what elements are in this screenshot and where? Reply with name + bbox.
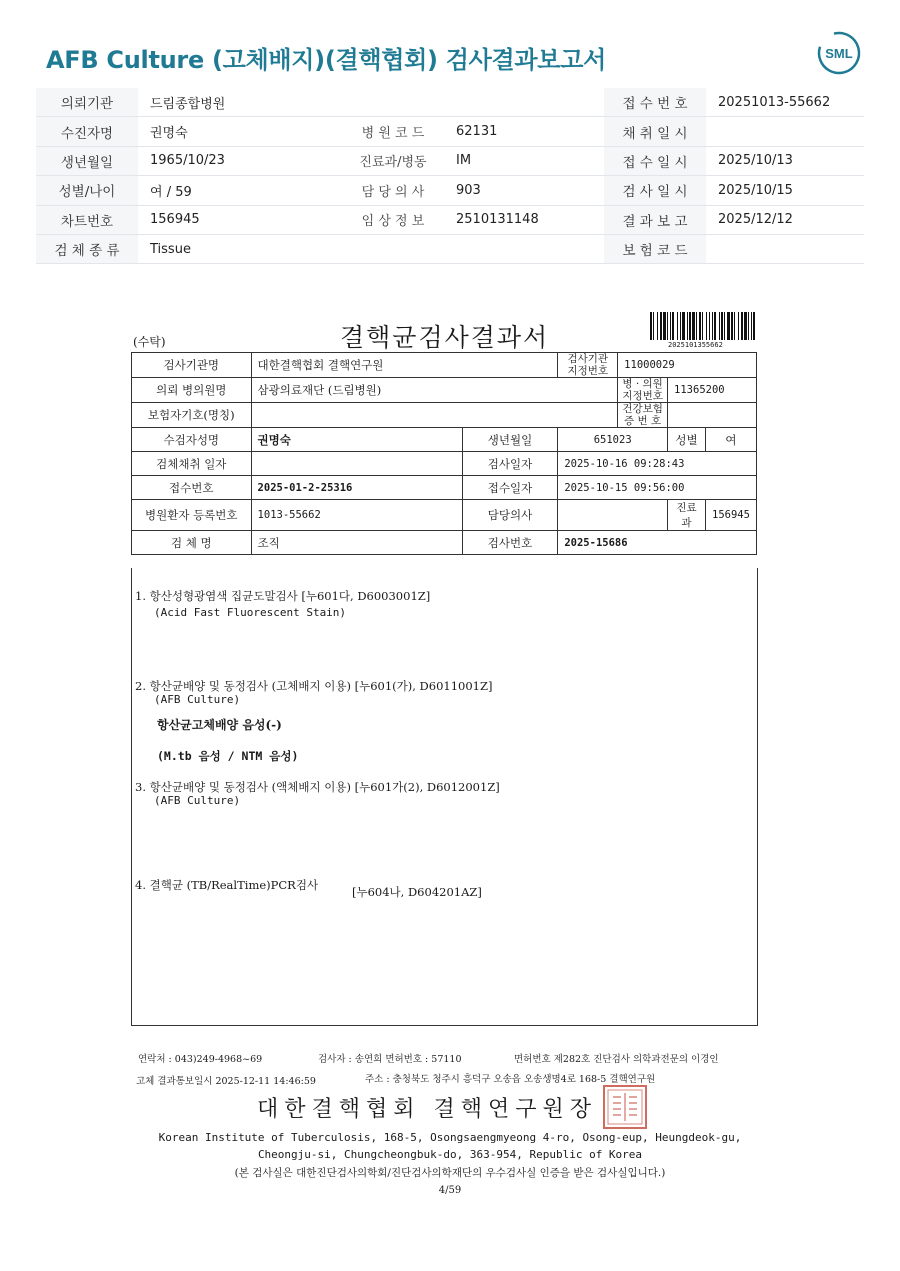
field-value: 1013-55662 — [251, 500, 462, 531]
info-label: 접 수 일 시 — [604, 146, 706, 175]
table-row — [132, 531, 757, 555]
info-label: 임 상 정 보 — [342, 205, 444, 234]
report-title: AFB Culture (고체배지)(결핵협회) 검사결과보고서 — [46, 46, 606, 74]
field-label: 보험자기호(명칭) — [132, 403, 252, 428]
test-item-1-sub: (Acid Fast Fluorescent Stain) — [154, 606, 347, 619]
info-label: 의뢰기관 — [36, 88, 138, 117]
barcode-number: 2025101355662 — [668, 341, 723, 349]
info-value: IM — [444, 146, 604, 175]
info-label: 담 당 의 사 — [342, 176, 444, 205]
field-value — [251, 403, 618, 428]
field-label: 진료과 — [668, 500, 706, 531]
test-result-1: 항산균고체배양 음성(-) — [157, 718, 282, 732]
field-label: 검사일자 — [462, 452, 558, 476]
field-value: 11365200 — [668, 378, 757, 403]
test-item-3: 3. 항산균배양 및 동정검사 (액체배지 이용) [누601가(2), D6012001Z] — [135, 780, 500, 794]
test-result-2: (M.tb 음성 / NTM 음성) — [157, 749, 299, 763]
report-header-table — [131, 352, 757, 555]
info-value: 2025/12/12 — [706, 205, 864, 234]
info-label: 성별/나이 — [36, 176, 138, 205]
info-label: 생년월일 — [36, 146, 138, 175]
official-seal-icon — [601, 1083, 649, 1131]
certification-note: (본 검사실은 대한진단검사의학회/진단검사의학재단의 우수검사실 인증을 받은 검사실입니다.) — [234, 1167, 666, 1179]
info-label: 차트번호 — [36, 205, 138, 234]
report-datetime: 고체 결과통보일시 2025-12-11 14:46:59 — [136, 1076, 316, 1087]
table-row — [132, 500, 757, 531]
svg-text:SML: SML — [825, 46, 853, 61]
info-value: 2510131148 — [444, 205, 604, 234]
test-results-box — [131, 568, 758, 1026]
result-report-title: 결핵균검사결과서 — [340, 323, 550, 352]
field-label: 접수일자 — [462, 476, 558, 500]
table-row — [132, 452, 757, 476]
test-item-4-code: [누604나, D604201AZ] — [352, 885, 482, 899]
info-value: 20251013-55662 — [706, 88, 864, 117]
field-value — [558, 500, 668, 531]
info-value: 2025/10/13 — [706, 146, 864, 175]
info-label: 채 취 일 시 — [604, 117, 706, 146]
field-value: 여 — [705, 428, 756, 452]
table-row — [132, 378, 757, 403]
field-label: 접수번호 — [132, 476, 252, 500]
field-value: 대한결핵협회 결핵연구원 — [251, 353, 558, 378]
field-label: 병원환자 등록번호 — [132, 500, 252, 531]
info-value: Tissue — [138, 234, 342, 263]
info-value: 권명숙 — [138, 117, 342, 146]
info-label: 접 수 번 호 — [604, 88, 706, 117]
info-label: 진료과/병동 — [342, 146, 444, 175]
field-label: 검 체 명 — [132, 531, 252, 555]
field-value: 2025-15686 — [558, 531, 757, 555]
field-value: 삼광의료재단 (드림병원) — [251, 378, 618, 403]
field-label: 건강보험 증 번 호 — [618, 403, 668, 428]
info-value: 1965/10/23 — [138, 146, 342, 175]
info-value: 156945 — [138, 205, 342, 234]
contact-info: 연락처 : 043)249-4968~69 — [138, 1054, 263, 1065]
field-label: 검사번호 — [462, 531, 558, 555]
info-label: 검 체 종 류 — [36, 234, 138, 263]
barcode — [650, 312, 756, 342]
info-value: 2025/10/15 — [706, 176, 864, 205]
table-row — [132, 403, 757, 428]
test-item-2: 2. 항산균배양 및 동정검사 (고체배지 이용) [누601(가), D6011001Z] — [135, 679, 493, 693]
institute-name: 대한결핵협회 결핵연구원장 — [257, 1097, 598, 1122]
field-label: 성별 — [668, 428, 706, 452]
page-number: 4/59 — [438, 1185, 462, 1196]
field-value: 156945 — [705, 500, 756, 531]
field-label: 검사기관 지정번호 — [558, 353, 618, 378]
field-label: 병 · 의원 지정번호 — [618, 378, 668, 403]
test-item-3-sub: (AFB Culture) — [154, 794, 241, 807]
field-value — [251, 452, 462, 476]
field-value: 2025-10-16 09:28:43 — [558, 452, 757, 476]
test-item-2-sub: (AFB Culture) — [154, 693, 241, 706]
field-label: 의뢰 병의원명 — [132, 378, 252, 403]
field-label: 생년월일 — [462, 428, 558, 452]
info-value: 드림종합병원 — [138, 88, 342, 117]
field-label: 수검자성명 — [132, 428, 252, 452]
info-value: 여 / 59 — [138, 176, 342, 205]
field-value: 651023 — [558, 428, 668, 452]
test-item-1: 1. 항산성형광염색 집균도말검사 [누601다, D6003001Z] — [135, 589, 431, 603]
english-address-1: Korean Institute of Tuberculosis, 168-5, Osongsaengmyeong 4-ro, Osong-eup, Heungdeok-gu, — [158, 1131, 742, 1144]
field-value: 11000029 — [618, 353, 757, 378]
info-label: 병 원 코 드 — [342, 117, 444, 146]
consignment-label: (수탁) — [133, 335, 166, 349]
address: 주소 : 충청북도 청주시 흥덕구 오송읍 오송생명4로 168-5 결핵연구원 — [365, 1074, 656, 1085]
test-item-4: 4. 결핵균 (TB/RealTime)PCR검사 — [135, 878, 319, 892]
table-row — [132, 428, 757, 452]
field-label: 검체채취 일자 — [132, 452, 252, 476]
info-label: 결 과 보 고 — [604, 205, 706, 234]
tester-info: 검사자 : 송연희 면허번호 : 57110 — [318, 1054, 462, 1065]
field-value: 조직 — [251, 531, 462, 555]
field-label: 담당의사 — [462, 500, 558, 531]
field-value — [668, 403, 757, 428]
info-value: 62131 — [444, 117, 604, 146]
table-row — [132, 353, 757, 378]
english-address-2: Cheongju-si, Chungcheongbuk-do, 363-954, Republic of Korea — [257, 1148, 643, 1161]
license-info: 면허번호 제282호 진단검사 의학과전문의 이경인 — [514, 1054, 719, 1065]
field-label: 검사기관명 — [132, 353, 252, 378]
field-value: 2025-10-15 09:56:00 — [558, 476, 757, 500]
info-label: 보 험 코 드 — [604, 234, 706, 263]
info-label: 수진자명 — [36, 117, 138, 146]
field-value: 2025-01-2-25316 — [251, 476, 462, 500]
info-label: 검 사 일 시 — [604, 176, 706, 205]
info-value: 903 — [444, 176, 604, 205]
table-row — [132, 476, 757, 500]
field-value: 권명숙 — [251, 428, 462, 452]
